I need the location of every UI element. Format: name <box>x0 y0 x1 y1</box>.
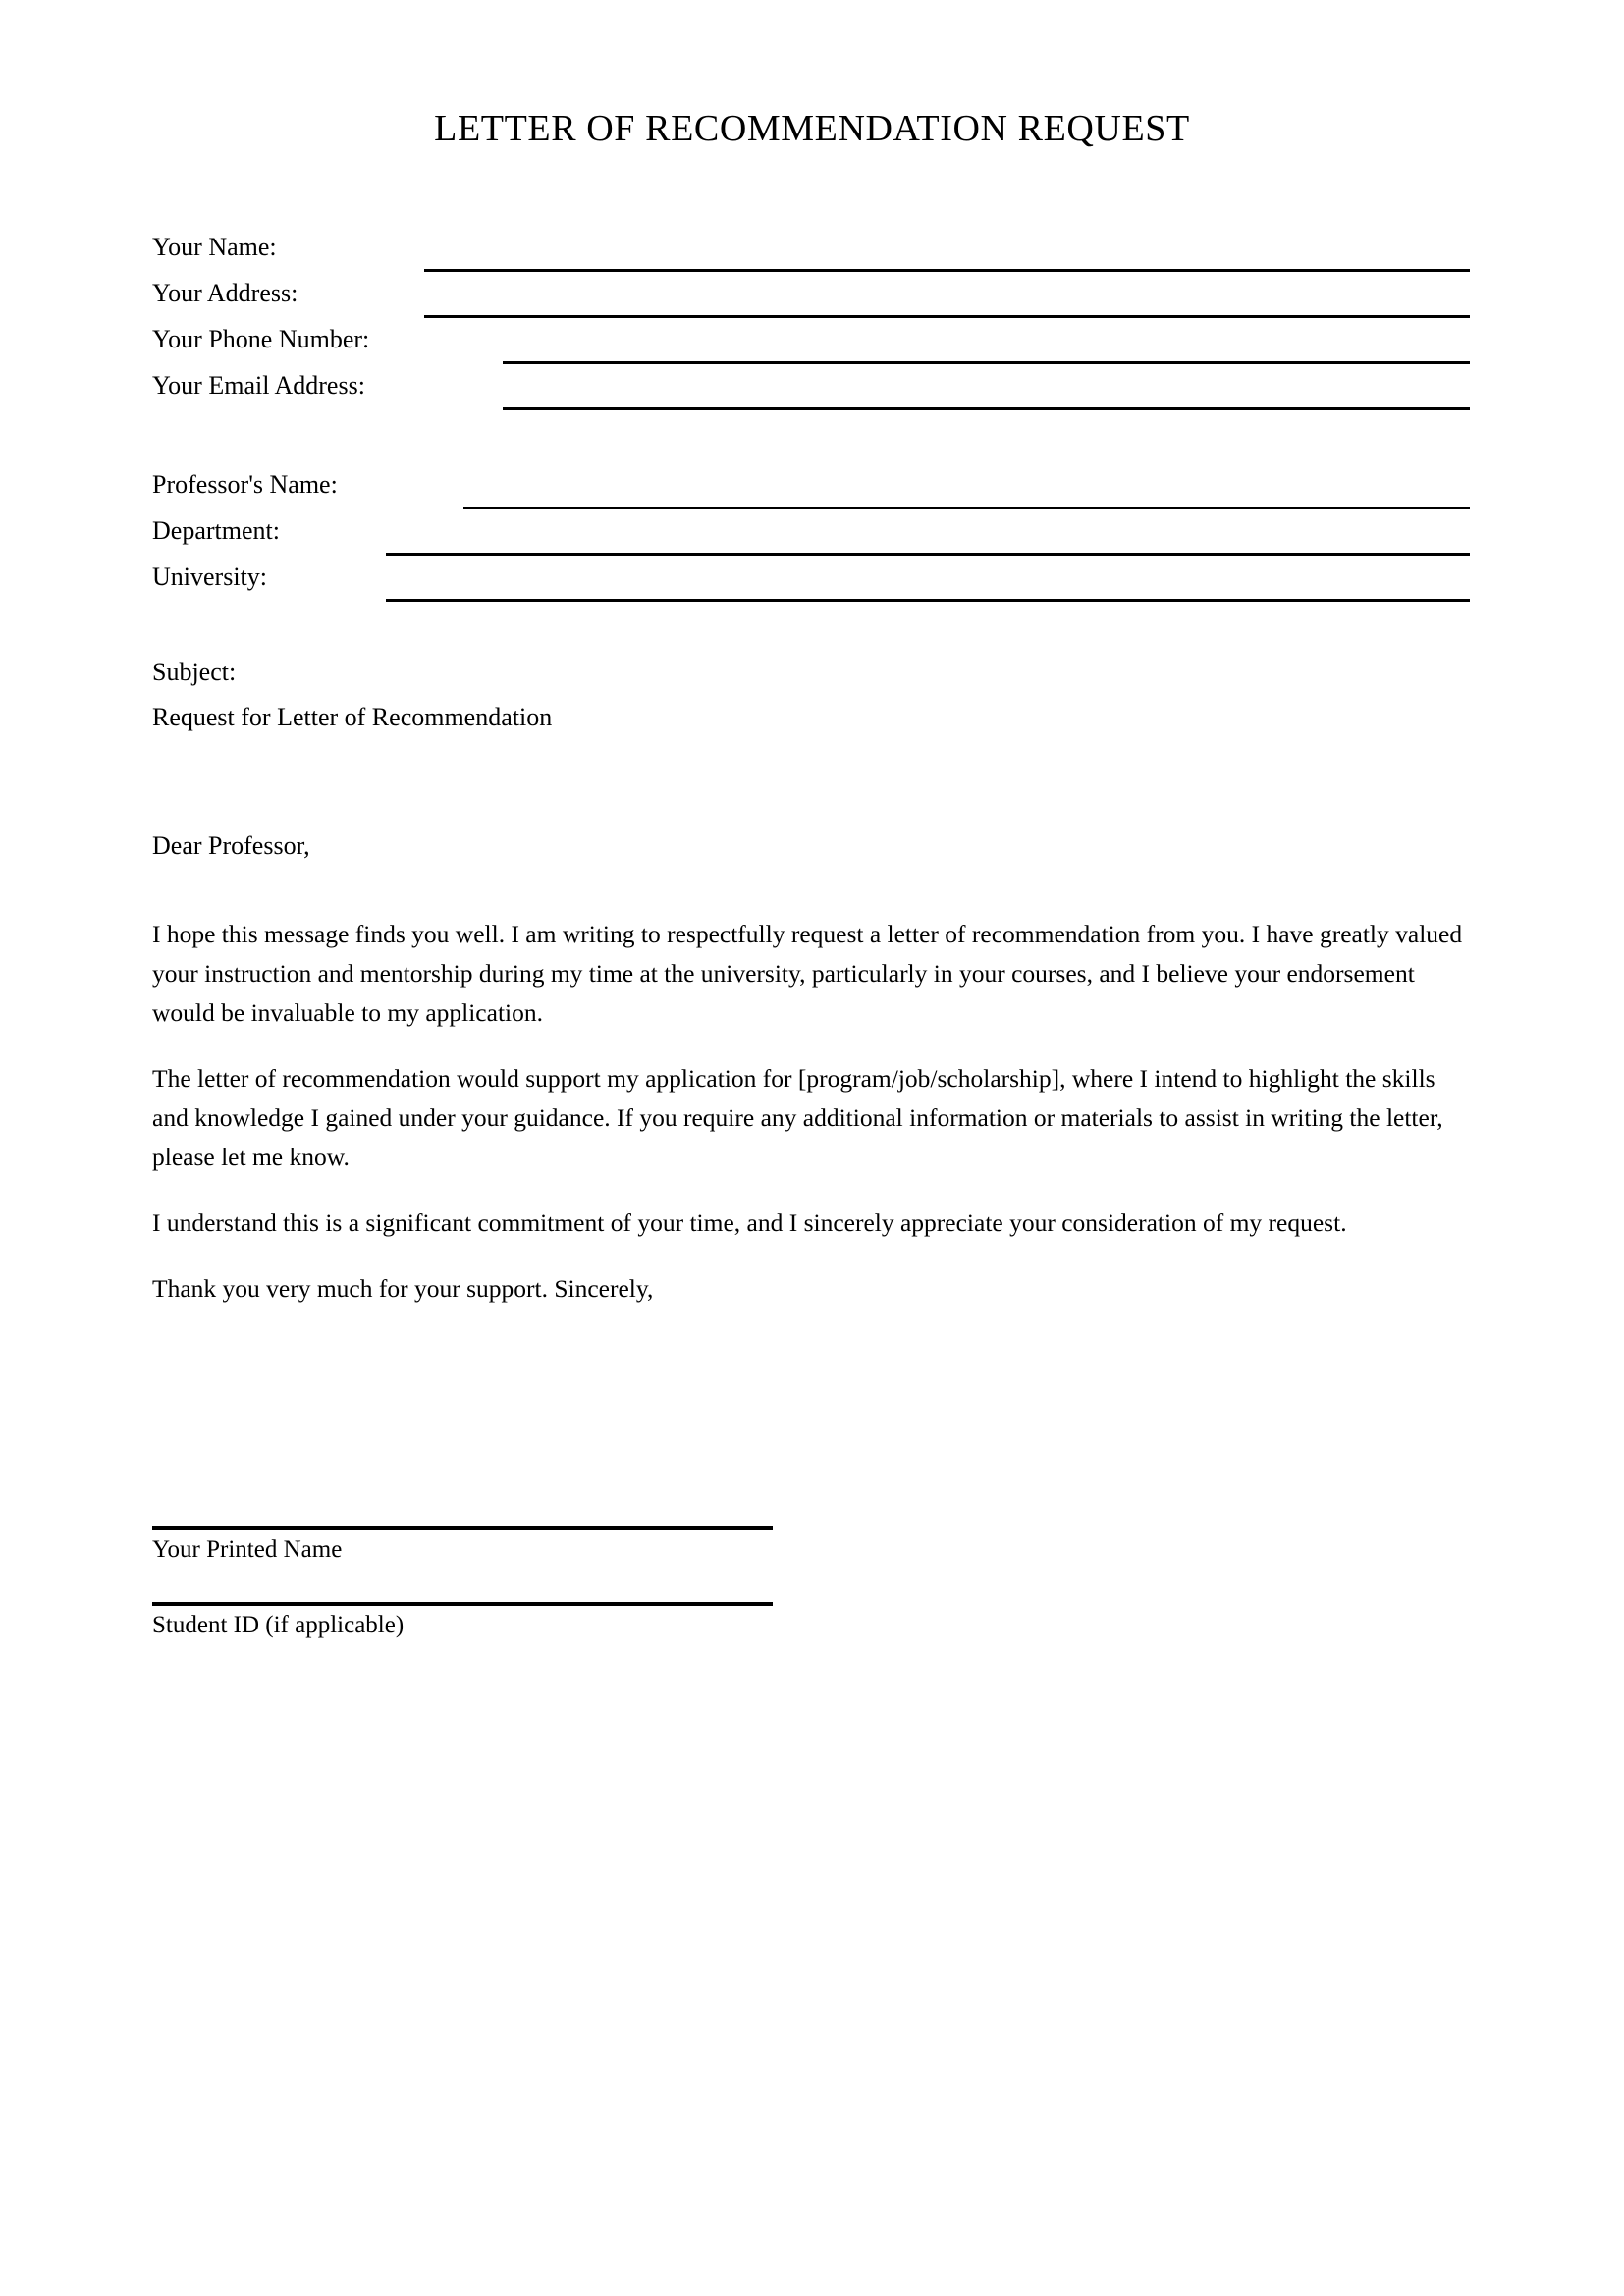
input-line-university[interactable] <box>386 599 1470 602</box>
field-row-department <box>152 514 1470 561</box>
input-line-your-name[interactable] <box>424 269 1470 272</box>
label-your-name: Your Name: <box>152 233 277 261</box>
applicant-fields-group <box>152 231 1470 415</box>
field-row-your-phone-number <box>152 323 1470 369</box>
subject-block <box>152 650 1470 740</box>
label-department: Department: <box>152 516 280 545</box>
label-your-phone-number: Your Phone Number: <box>152 325 370 353</box>
field-row-professors-name <box>152 468 1470 514</box>
input-line-your-address[interactable] <box>424 315 1470 318</box>
field-row-your-address <box>152 277 1470 323</box>
subject-value: Request for Letter of Recommendation <box>152 703 553 731</box>
field-row-your-name <box>152 231 1470 277</box>
professor-fields-group <box>152 468 1470 607</box>
caption-student-id: Student ID (if applicable) <box>152 1612 405 1638</box>
salutation: Dear Professor, <box>152 831 310 860</box>
input-line-professors-name[interactable] <box>463 507 1470 509</box>
label-professors-name: Professor's Name: <box>152 470 338 499</box>
label-your-email-address: Your Email Address: <box>152 371 365 400</box>
body-closing: Thank you very much for your support. Sincerely, <box>152 1274 654 1303</box>
input-line-your-phone-number[interactable] <box>503 361 1470 364</box>
body-paragraph-3: I understand this is a significant commitment of your time, and I sincerely appreciate your consideration of my request. <box>152 1208 1347 1237</box>
body-paragraph-2: The letter of recommendation would support my application for [program/job/scholarship], where I intend to highlight the skills and knowledge I gained under your guidance. If you require any additional information or materials to assist in writing the letter, please let me know. <box>152 1064 1443 1171</box>
letter-body <box>152 915 1468 1308</box>
field-row-your-email-address <box>152 369 1470 415</box>
label-university: University: <box>152 562 267 591</box>
field-row-university <box>152 561 1470 607</box>
input-line-your-email-address[interactable] <box>503 407 1470 410</box>
signature-block <box>152 1526 773 1642</box>
input-line-department[interactable] <box>386 553 1470 556</box>
page-title: LETTER OF RECOMMENDATION REQUEST <box>434 108 1190 149</box>
label-your-address: Your Address: <box>152 279 298 307</box>
signature-spacer <box>152 1567 773 1602</box>
body-paragraph-1: I hope this message finds you well. I am writing to respectfully request a letter of recommendation from you. I have greatly valued your instruction and mentorship during my time at the university, particularly in your courses, and I believe your endorsement would be invaluable to my application. <box>152 920 1463 1027</box>
caption-printed-name: Your Printed Name <box>152 1536 343 1563</box>
subject-label: Subject: <box>152 658 237 686</box>
